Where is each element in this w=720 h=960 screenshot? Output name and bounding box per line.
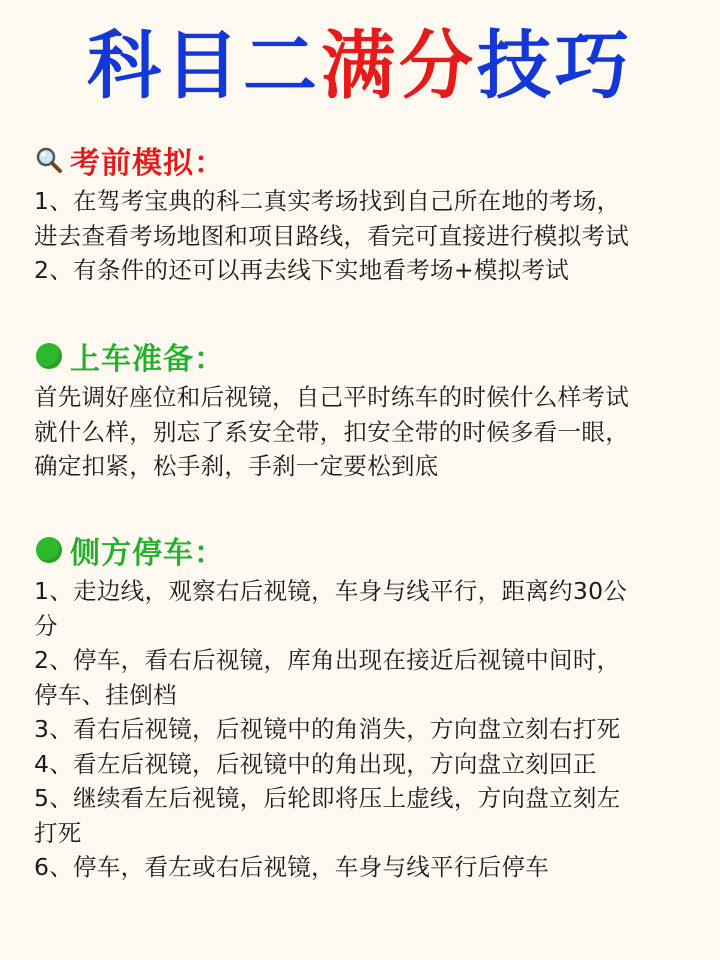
text-line: 1、走边线，观察右后视镜，车身与线平行，距离约30公	[34, 577, 628, 605]
text-line: 分	[34, 611, 58, 640]
section-exam-simulation	[34, 140, 704, 288]
text-line: 确定扣紧，松手刹，手刹一定要松到底	[34, 452, 439, 480]
green-circle-icon	[34, 535, 64, 565]
text-line: 4、看左后视镜，后视镜中的角出现，方向盘立刻回正	[34, 749, 597, 778]
magnifier-icon	[34, 145, 64, 175]
section-heading: 上车准备：	[70, 342, 225, 377]
text-line: 打死	[34, 818, 82, 847]
page-title	[0, 16, 720, 116]
section-heading-row	[34, 336, 704, 376]
text-line: 5、继续看左后视镜，后轮即将压上虚线，方向盘立刻左	[34, 784, 621, 812]
text-line: 进去查看考场地图和项目路线，看完可直接进行模拟考试	[34, 221, 629, 250]
section-heading-row	[34, 530, 704, 570]
section-parallel-parking	[34, 530, 704, 885]
text-line: 停车、挂倒档	[34, 680, 177, 709]
section-car-preparation	[34, 336, 704, 484]
section-heading: 侧方停车：	[70, 536, 225, 571]
text-line: 3、看右后视镜，后视镜中的角消失，方向盘立刻右打死	[34, 715, 621, 743]
text-line: 首先调好座位和后视镜，自己平时练车的时候什么样考试	[34, 383, 629, 411]
text-line: 1、在驾考宝典的科二真实考场找到自己所在地的考场，	[34, 187, 621, 215]
title-part-3: 技巧	[477, 23, 633, 109]
section-heading-row	[34, 140, 704, 180]
green-circle-icon	[34, 341, 64, 371]
title-part-1: 科目二	[87, 23, 321, 109]
title-part-2: 满分	[321, 23, 477, 109]
text-line: 就什么样，别忘了系安全带，扣安全带的时候多看一眼，	[34, 417, 629, 446]
section-heading: 考前模拟：	[70, 146, 225, 181]
text-line: 6、停车，看左或右后视镜，车身与线平行后停车	[34, 853, 550, 881]
text-line: 2、有条件的还可以再去线下实地看考场+模拟考试	[34, 256, 570, 284]
text-line: 2、停车，看右后视镜，库角出现在接近后视镜中间时，	[34, 646, 621, 674]
